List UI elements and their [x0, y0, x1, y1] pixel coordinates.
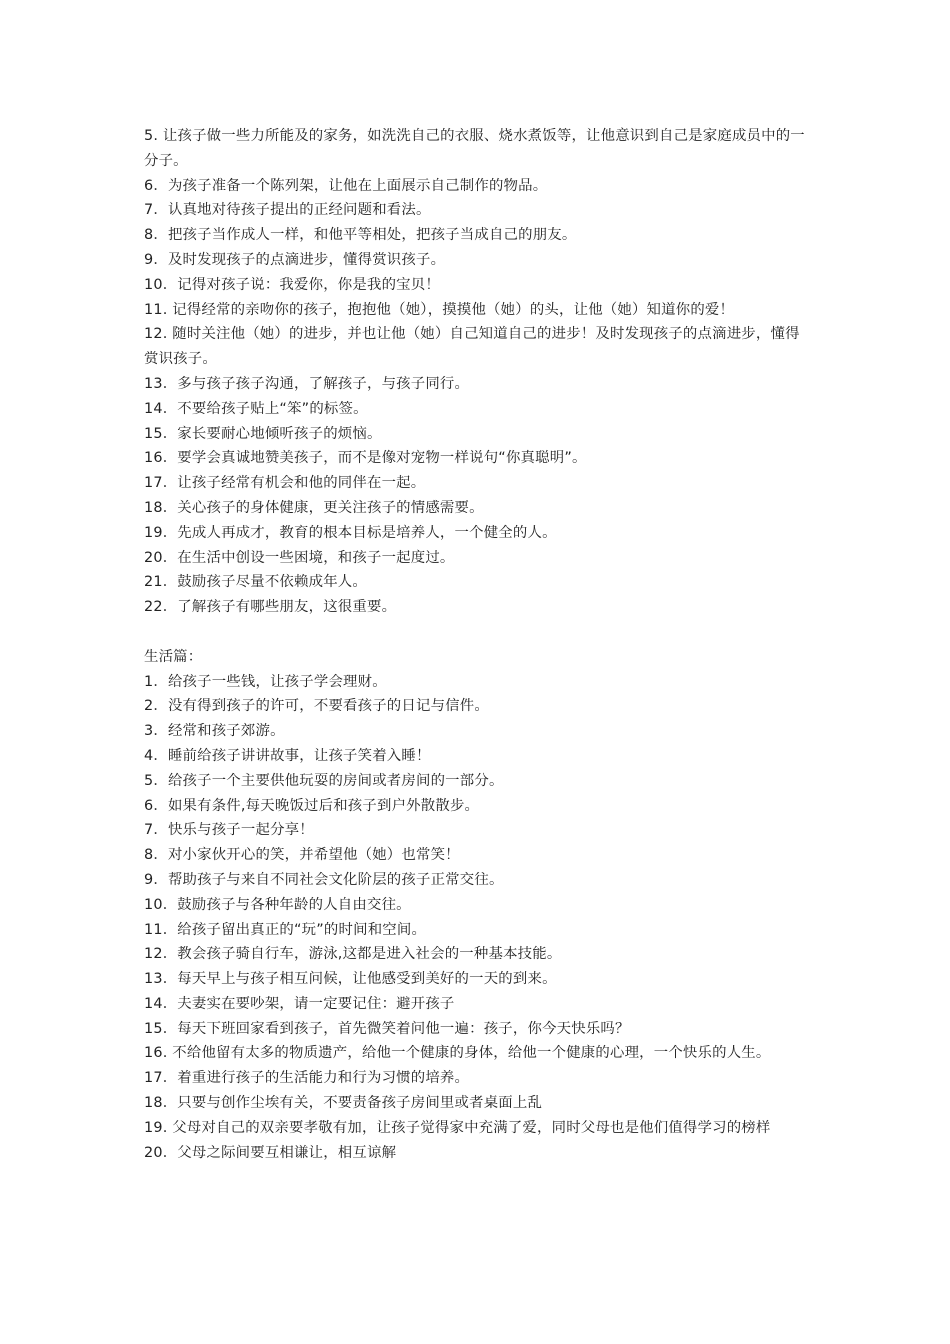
list-item: 13．多与孩子孩子沟通，了解孩子，与孩子同行。: [144, 375, 470, 392]
list-item: 20．父母之际间要互相谦让，相互谅解: [144, 1144, 397, 1161]
document-page: [144, 124, 812, 1165]
list-item: 12．教会孩子骑自行车，游泳,这都是进入社会的一种基本技能。: [144, 946, 562, 963]
list-item: 3．经常和孩子郊游。: [144, 723, 285, 740]
list-item: 20．在生活中创设一些困境，和孩子一起度过。: [144, 549, 455, 566]
list-item: 12. 随时关注他（她）的进步，并也让他（她）自己知道自己的进步！及时发现孩子的点滴进步，懂得赏识孩子。: [144, 326, 800, 368]
list-item: 14．不要给孩子贴上“笨”的标签。: [144, 400, 368, 417]
list-item: 19．先成人再成才，教育的根本目标是培养人，一个健全的人。: [144, 524, 557, 541]
list-item: 7．认真地对待孩子提出的正经问题和看法。: [144, 202, 431, 219]
list-item: 5．给孩子一个主要供他玩耍的房间或者房间的一部分。: [144, 772, 504, 789]
life-section: [144, 645, 812, 1166]
list-item: 22．了解孩子有哪些朋友，这很重要。: [144, 599, 397, 616]
list-item: 9．及时发现孩子的点滴进步，懂得赏识孩子。: [144, 251, 446, 268]
list-item: 1．给孩子一些钱，让孩子学会理财。: [144, 673, 387, 690]
list-item: 16. 不给他留有太多的物质遗产，给他一个健康的身体，给他一个健康的心理，一个快乐的人生。: [144, 1045, 771, 1062]
list-item: 15．家长要耐心地倾听孩子的烦恼。: [144, 425, 382, 442]
list-item: 18．关心孩子的身体健康，更关注孩子的情感需要。: [144, 499, 484, 516]
list-item: 16．要学会真诚地赞美孩子，而不是像对宠物一样说句“你真聪明”。: [144, 450, 587, 467]
list-item: 4．睡前给孩子讲讲故事，让孩子笑着入睡！: [144, 747, 431, 764]
list-item: 8．对小家伙开心的笑，并希望他（她）也常笑！: [144, 847, 460, 864]
list-item: 17．着重进行孩子的生活能力和行为习惯的培养。: [144, 1070, 470, 1087]
list-item: 15．每天下班回家看到孩子，首先微笑着问他一遍：孩子，你今天快乐吗？: [144, 1020, 630, 1037]
list-item: 18．只要与创作尘埃有关，不要责备孩子房间里或者桌面上乱: [144, 1095, 543, 1112]
list-item: 5. 让孩子做一些力所能及的家务，如洗洗自己的衣服、烧水煮饭等，让他意识到自己是家庭成员中的一分子。: [144, 128, 805, 169]
list-item: 6．为孩子准备一个陈列架，让他在上面展示自己制作的物品。: [144, 177, 548, 194]
list-item: 11. 记得经常的亲吻你的孩子，抱抱他（她），摸摸他（她）的头，让他（她）知道你的爱！: [144, 301, 735, 318]
section-heading: 生活篇：: [144, 648, 203, 665]
list-item: 2．没有得到孩子的许可，不要看孩子的日记与信件。: [144, 698, 489, 715]
section-spacer: [144, 620, 812, 645]
list-item: 7．快乐与孩子一起分享！: [144, 822, 314, 839]
list-item: 21．鼓励孩子尽量不依赖成年人。: [144, 574, 367, 591]
list-item: 9．帮助孩子与来自不同社会文化阶层的孩子正常交往。: [144, 871, 504, 888]
list-item: 10．记得对孩子说：我爱你，你是我的宝贝！: [144, 276, 440, 293]
list-item: 13．每天早上与孩子相互问候，让他感受到美好的一天的到来。: [144, 971, 557, 988]
list-item: 19. 父母对自己的双亲要孝敬有加，让孩子觉得家中充满了爱，同时父母也是他们值得学习的榜样: [144, 1119, 771, 1136]
list-item: 17．让孩子经常有机会和他的同伴在一起。: [144, 475, 426, 492]
tips-list-section: [144, 124, 812, 620]
list-item: 11．给孩子留出真正的“玩”的时间和空间。: [144, 921, 427, 938]
list-item: 6．如果有条件,每天晚饭过后和孩子到户外散散步。: [144, 797, 480, 814]
list-item: 14．夫妻实在要吵架，请一定要记住：避开孩子: [144, 995, 455, 1012]
list-item: 10．鼓励孩子与各种年龄的人自由交往。: [144, 896, 411, 913]
list-item: 8．把孩子当作成人一样，和他平等相处，把孩子当成自己的朋友。: [144, 227, 577, 244]
